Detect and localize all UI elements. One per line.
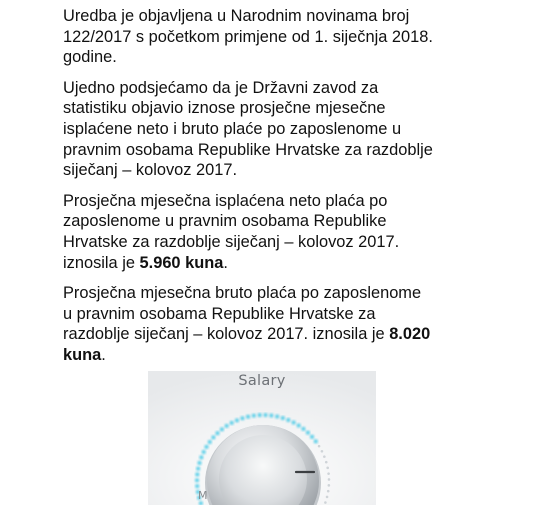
salary-dial-image [148, 371, 376, 505]
ring-dot [275, 415, 279, 419]
gross-salary-currency: kuna [63, 345, 102, 364]
text-line: Ujedno podsjećamo da je Državni zavod za [63, 78, 379, 97]
ring-dot [216, 431, 220, 435]
punctuation: . [101, 345, 106, 364]
text-line: zaposlenome u pravnim osobama Republike [63, 212, 387, 231]
text-line: Hrvatske za razdoblje siječanj – kolovoz 2017. [63, 232, 400, 251]
article-text [63, 6, 471, 376]
ring-dot [286, 418, 290, 422]
text-line: statistiku objavio iznose prosječne mjesečne [63, 99, 386, 118]
punctuation: . [223, 253, 228, 272]
ring-dot [326, 467, 329, 470]
ring-dot [235, 418, 239, 422]
text-line: iznosila je [63, 253, 140, 272]
ring-dot [281, 416, 285, 420]
ring-dot [195, 478, 199, 482]
ring-dot [327, 490, 330, 493]
text-line: u pravnim osobama Republike Hrvatske za [63, 304, 376, 323]
gross-salary-amount: 8.020 [389, 325, 431, 344]
ring-dot [323, 455, 326, 458]
ring-dot [205, 445, 209, 449]
ring-dot [195, 473, 199, 477]
ring-dot [246, 415, 250, 419]
ring-dot [314, 439, 318, 443]
ring-dot [325, 461, 328, 464]
ring-dot [328, 484, 331, 487]
dial-min-mark: M [198, 489, 208, 502]
ring-dot [199, 455, 203, 459]
paragraph-gross-salary [63, 283, 471, 365]
ring-dot [208, 440, 212, 444]
text-line: Prosječna mjesečna isplaćena neto plaća po [63, 191, 388, 210]
ring-dot [326, 496, 329, 499]
paragraph-statistics-notice [63, 78, 471, 181]
ring-dot [324, 501, 327, 504]
text-line: pravnim osobama Republike Hrvatske za razdoblje [63, 140, 433, 159]
paragraph-net-salary [63, 191, 471, 273]
text-line: Uredba je objavljena u Narodnim novinama broj [63, 7, 410, 25]
ring-dot [212, 436, 216, 440]
text-line: isplaćene neto i bruto plaće po zaposlenome u [63, 119, 402, 138]
ring-dot [230, 421, 234, 425]
ring-dot [264, 413, 268, 417]
ring-dot [321, 450, 324, 453]
ring-dot [195, 484, 199, 488]
ring-dot [202, 450, 206, 454]
ring-dot [220, 427, 224, 431]
ring-dot [306, 431, 310, 435]
ring-dot [258, 413, 262, 417]
ring-dot [310, 435, 314, 439]
ring-dot [297, 424, 301, 428]
ring-dot [241, 416, 245, 420]
text-line: 122/2017 s početkom primjene od 1. siječnja 2018. [63, 27, 433, 46]
ring-dot [225, 424, 229, 428]
dial-label: Salary [238, 373, 286, 389]
ring-dot [292, 421, 296, 425]
ring-dot [328, 478, 331, 481]
text-line: godine. [63, 48, 117, 67]
salary-dial-graphic [148, 371, 376, 505]
ring-dot [318, 445, 321, 448]
ring-dot [327, 472, 330, 475]
ring-dot [198, 461, 202, 465]
text-line: siječanj – kolovoz 2017. [63, 161, 238, 180]
text-line: razdoblje siječanj – kolovoz 2017. iznosila je [63, 325, 390, 344]
ring-dot [252, 414, 256, 418]
paragraph-regulation [63, 6, 471, 68]
net-salary-amount: 5.960 kuna [139, 253, 224, 272]
ring-dot [302, 427, 306, 431]
ring-dot [269, 414, 273, 418]
ring-dot [196, 467, 200, 471]
text-line: Prosječna mjesečna bruto plaća po zaposlenome [63, 284, 422, 303]
